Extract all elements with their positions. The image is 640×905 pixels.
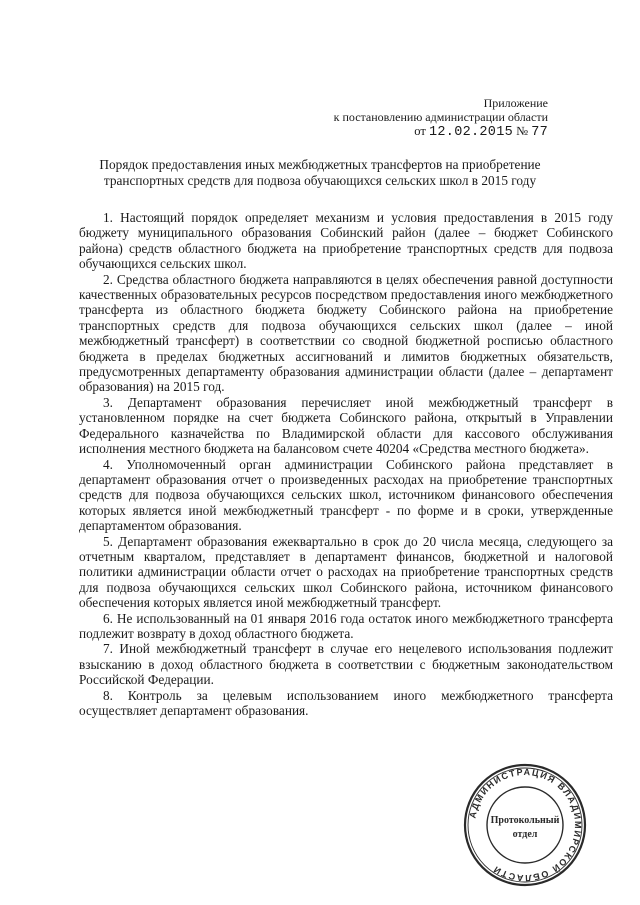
paragraph-6: 6. Не использованный на 01 января 2016 года остаток иного межбюджетного трансферта подлежит возврату в доход областного бюджета. — [79, 610, 613, 641]
appendix-date: 12.02.2015 — [428, 125, 513, 140]
stamp-seal — [462, 762, 588, 888]
paragraph-7: 7. Иной межбюджетный трансферт в случае его нецелевого использования подлежит взысканию в доход областного бюджета в соответствии с бюджетным законодательством Российской Федерации. — [79, 641, 613, 688]
appendix-number-sign: № — [516, 124, 529, 138]
stamp-inner-line-1: Протокольный — [490, 815, 560, 826]
appendix-number: 77 — [531, 125, 548, 140]
paragraph-4: 4. Уполномоченный орган администрации Собинского района представляет в департамент образования отчет о произведенных расходах на приобретение транспортных средств для подвоза обучающихся сельских школ, источником финансового обеспечения которых является иной межбюджетный трансферт - по форме и в сроки, утвержденные департаментом образования. — [79, 456, 613, 534]
title-line-2: транспортных средств для подвоза обучающихся сельских школ в 2015 году — [103, 173, 537, 188]
appendix-label: Приложение — [483, 96, 548, 110]
paragraph-3: 3. Департамент образования перечисляет иной межбюджетный трансферт в установленном порядке на счет бюджета Собинского района, открытый в Управлении Федерального казначейства по Владимирской области для кассового обслуживания исполнения местного бюджета на балансовом счете 40204 «Средства местного бюджета». — [79, 394, 613, 457]
appendix-header — [248, 96, 548, 140]
appendix-date-line — [248, 124, 548, 140]
paragraph-5: 5. Департамент образования ежеквартально в срок до 20 числа месяца, следующего за отчетным кварталом, представляет в департамент финансов, бюджетной и налоговой политики администрации области отчет о расходах на приобретение транспортных средств для подвоза обучающихся сельских школ Собинского района, источником финансового обеспечения которых является иной межбюджетный трансферт. — [79, 533, 613, 611]
paragraph-2: 2. Средства областного бюджета направляются в целях обеспечения равной доступности качественных образовательных ресурсов посредством предоставления иного межбюджетного трансферта из областного бюджета бюджету Собинского района на приобретение транспортных средств для подвоза обучающихся сельских школ (далее – иной межбюджетный трансферт) в соответствии со сводной бюджетной росписью областного бюджета в пределах бюджетных ассигнований и лимитов бюджетных обязательств, предусмотренных департаменту образования администрации области (далее – департамент образования) на 2015 год. — [79, 271, 613, 395]
document-body — [79, 210, 613, 718]
appendix-resolution: к постановлению администрации области — [333, 110, 548, 124]
stamp-inner-line-2: отдел — [512, 829, 538, 840]
document-title — [60, 157, 580, 189]
paragraph-1: 1. Настоящий порядок определяет механизм и условия предоставления в 2015 году бюджету муниципального образования Собинский район (далее – бюджет Собинского района) средств областного бюджета на приобретение транспортных средств для подвоза обучающихся сельских школ. — [79, 210, 613, 272]
title-line-1: Порядок предоставления иных межбюджетных трансфертов на приобретение — [99, 157, 541, 172]
stamp-ring-text: АДМИНИСТРАЦИЯ ВЛАДИМИРСКОЙ ОБЛАСТИ — [467, 766, 584, 884]
appendix-date-prefix: от — [414, 124, 426, 138]
paragraph-8: 8. Контроль за целевым использованием иного межбюджетного трансферта осуществляет департамент образования. — [79, 687, 613, 718]
